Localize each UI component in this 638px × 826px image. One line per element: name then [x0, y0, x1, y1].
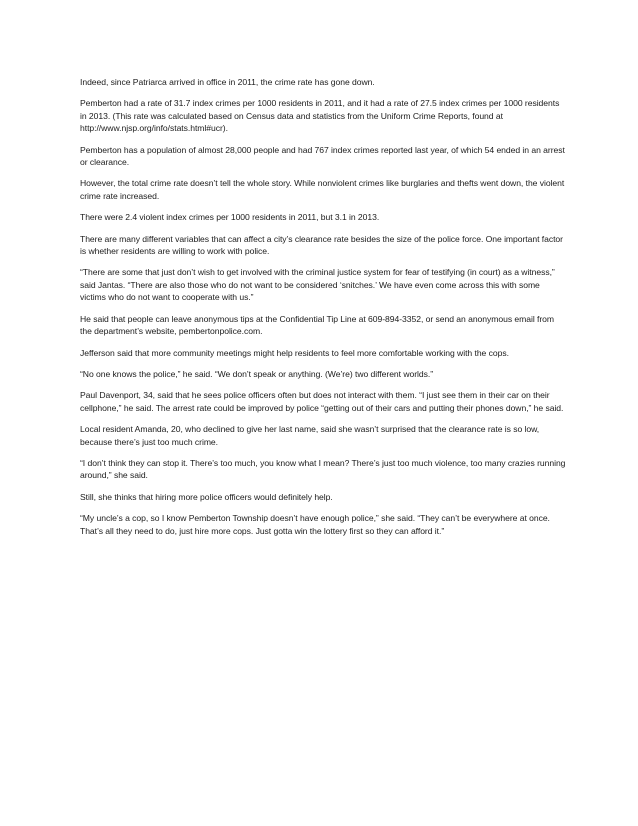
article-body — [80, 76, 568, 546]
paragraph: Still, she thinks that hiring more police officers would definitely help. — [80, 491, 333, 502]
paragraph: Paul Davenport, 34, said that he sees police officers often but does not interact with them. “I just see them in their car on their cellphone,” he said. The arrest rate could be improved by police “getting out of their cars and putting their phones down,” he said. — [80, 390, 564, 413]
paragraph: He said that people can leave anonymous tips at the Confidential Tip Line at 609-894-3352, or send an anonymous email from the department’s website, pembertonpolice.com. — [80, 313, 555, 337]
paragraph: “I don’t think they can stop it. There’s too much, you know what I mean? There’s just too much violence, too many crazies running around,” she said. — [80, 457, 566, 481]
paragraph: Pemberton had a rate of 31.7 index crimes per 1000 residents in 2011, and it had a rate of 27.5 index crimes per 1000 residents in 2013. (This rate was calculated based on Census data and statistics from the Uniform Crime Reports, found at http://www.njsp.org/info/stats.html#ucr). — [80, 98, 560, 134]
paragraph: However, the total crime rate doesn’t tell the whole story. While nonviolent crimes like burglaries and thefts went down, the violent crime rate increased. — [80, 178, 565, 201]
paragraph: Local resident Amanda, 20, who declined to give her last name, said she wasn’t surprised that the clearance rate is so low, because there’s just too much crime. — [80, 424, 540, 447]
paragraph: “There are some that just don’t wish to get involved with the criminal justice system for fear of testifying (in court) as a witness,” said Jantas. “There are also those who do not want to be considered ‘snitches.’ We have even come across this with some victims who do not want to cooperate with us.” — [80, 267, 555, 303]
paragraph: Pemberton has a population of almost 28,000 people and had 767 index crimes reported last year, of which 54 ended in an arrest or clearance. — [80, 144, 565, 168]
paragraph: Jefferson said that more community meetings might help residents to feel more comfortable working with the cops. — [80, 347, 509, 358]
paragraph: There are many different variables that can affect a city’s clearance rate besides the size of the police force. One important factor is whether residents are willing to work with police. — [80, 233, 563, 257]
paragraph: “No one knows the police,” he said. “We don’t speak or anything. (We’re) two different worlds.” — [80, 368, 434, 379]
paragraph: There were 2.4 violent index crimes per 1000 residents in 2011, but 3.1 in 2013. — [80, 212, 380, 223]
paragraph: “My uncle’s a cop, so I know Pemberton Township doesn’t have enough police,” she said. “They can’t be everywhere at once. That’s all they need to do, just hire more cops. Just gotta win the lottery first so they can afford it.” — [80, 513, 550, 536]
paragraph: Indeed, since Patriarca arrived in office in 2011, the crime rate has gone down. — [80, 77, 375, 87]
